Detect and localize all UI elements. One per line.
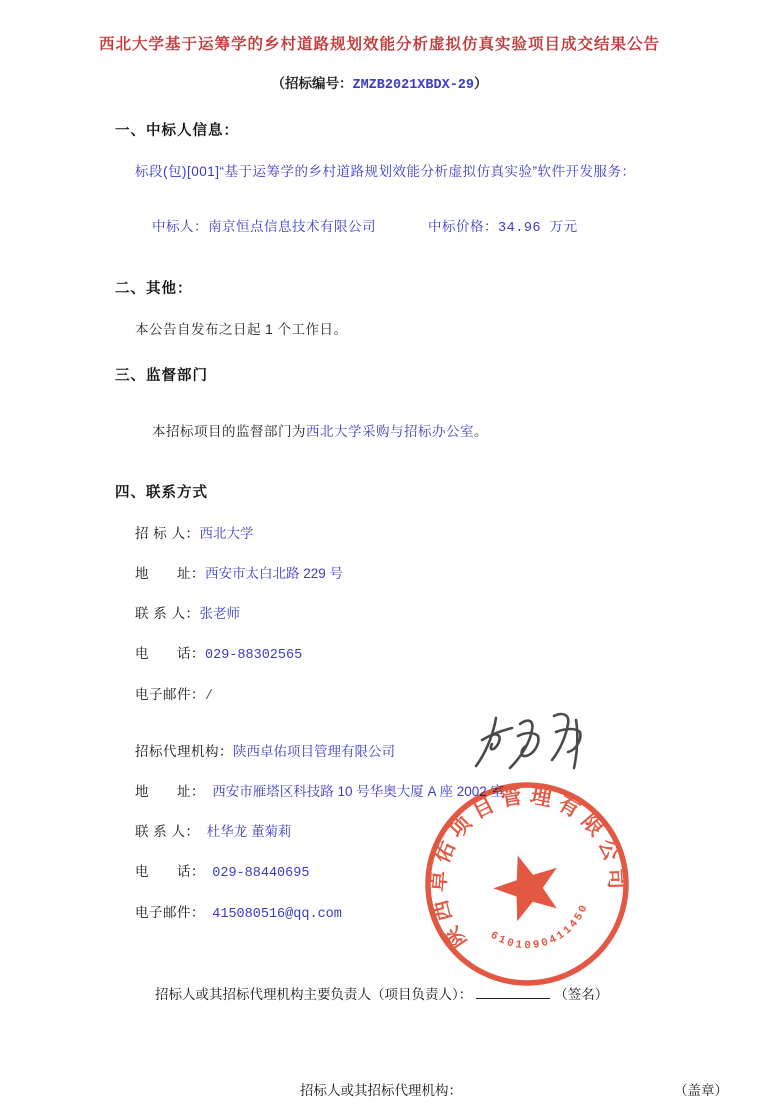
supervision-text: 本招标项目的监督部门为 <box>152 424 307 439</box>
tender-number-open: （招标编号： <box>271 76 353 91</box>
tenderer-address-value: 西安市太白北路 229 号 <box>205 566 344 581</box>
seal-star-icon <box>486 845 569 925</box>
tenderer-contactperson-value: 张老师 <box>199 606 241 621</box>
package-line: 标段(包)[001]“基于运筹学的乡村道路规划效能分析虚拟仿真实验”软件开发服务： <box>135 164 636 179</box>
tenderer-phone-row: 电 话：029-88302565 <box>135 646 303 663</box>
validity-line: 本公告自发布之日起 1 个工作日。 <box>135 322 348 337</box>
tenderer-email-row: 电子邮件：/ <box>135 687 214 704</box>
agency-name-value: 陕西卓佑项目管理有限公司 <box>233 744 395 759</box>
section-heading-contact: 四、联系方式 <box>115 485 208 501</box>
seal-line <box>285 1064 759 1114</box>
agency-name-row: 招标代理机构：陕西卓佑项目管理有限公司 <box>135 744 395 759</box>
supervision-period: 。 <box>474 424 489 439</box>
winner-name: 中标人：南京恒点信息技术有限公司 <box>152 219 377 234</box>
section-heading-winner-info: 一、中标人信息： <box>115 123 239 139</box>
svg-text:6101090411450 <box>486 899 600 966</box>
agency-contactperson-value: 杜华龙 董菊莉 <box>206 824 292 839</box>
seal-registration-number: 6101090411450 <box>487 901 592 953</box>
seal-line-suffix: （盖章） <box>674 1083 729 1098</box>
handwritten-signature-strokes <box>468 706 598 778</box>
section-heading-other: 二、其他： <box>115 281 193 297</box>
tenderer-name-row: 招 标 人：西北大学 <box>135 526 254 541</box>
winner-line <box>135 200 759 251</box>
agency-email-row: 电子邮件： 415080516@qq.com <box>135 905 342 922</box>
tenderer-contactperson-row: 联 系 人：张老师 <box>135 606 241 621</box>
agency-address-value: 西安市雁塔区科技路 10 号华奥大厦 A 座 2002 室 <box>212 784 505 799</box>
agency-contactperson-row: 联 系 人： 杜华龙 董菊莉 <box>135 824 292 839</box>
section-heading-supervision: 三、监督部门 <box>115 368 208 384</box>
tenderer-contact-block <box>0 522 759 704</box>
agency-email-value: 415080516@qq.com <box>212 907 342 922</box>
tender-number-code: ZMZB2021XBDX-29 <box>352 78 475 93</box>
tender-number-line <box>0 72 759 93</box>
tenderer-email-value: / <box>205 689 214 704</box>
signature-line-label: 招标人或其招标代理机构主要负责人（项目负责人）： <box>155 987 473 1002</box>
seal-line-label: 招标人或其招标代理机构： <box>300 1083 463 1098</box>
svg-text:陕西卓佑项目管理有限公司 <box>418 775 636 955</box>
company-seal-graphic <box>418 775 636 993</box>
seal-company-name: 陕西卓佑项目管理有限公司 <box>426 784 628 953</box>
winner-price: 中标价格：34.96 万元 <box>428 219 578 236</box>
handwritten-signature <box>468 706 598 778</box>
agency-phone-value: 029-88440695 <box>212 866 310 881</box>
tenderer-phone-value: 029-88302565 <box>205 648 303 663</box>
agency-address-row: 地 址： 西安市雁塔区科技路 10 号华奥大厦 A 座 2002 室 <box>135 784 505 799</box>
signature-line-suffix: （签名） <box>554 987 609 1002</box>
supervision-line <box>135 405 759 455</box>
tenderer-name-value: 西北大学 <box>199 526 254 541</box>
tenderer-address-row: 地 址：西安市太白北路 229 号 <box>135 566 344 581</box>
agency-phone-row: 电 话： 029-88440695 <box>135 864 310 881</box>
page-title: 西北大学基于运筹学的乡村道路规划效能分析虚拟仿真实验项目成交结果公告 <box>98 36 660 53</box>
tender-number-close: ） <box>474 76 488 91</box>
supervision-office: 西北大学采购与招标办公室 <box>306 424 475 439</box>
company-seal <box>418 775 636 993</box>
agency-contact-block <box>0 740 759 922</box>
